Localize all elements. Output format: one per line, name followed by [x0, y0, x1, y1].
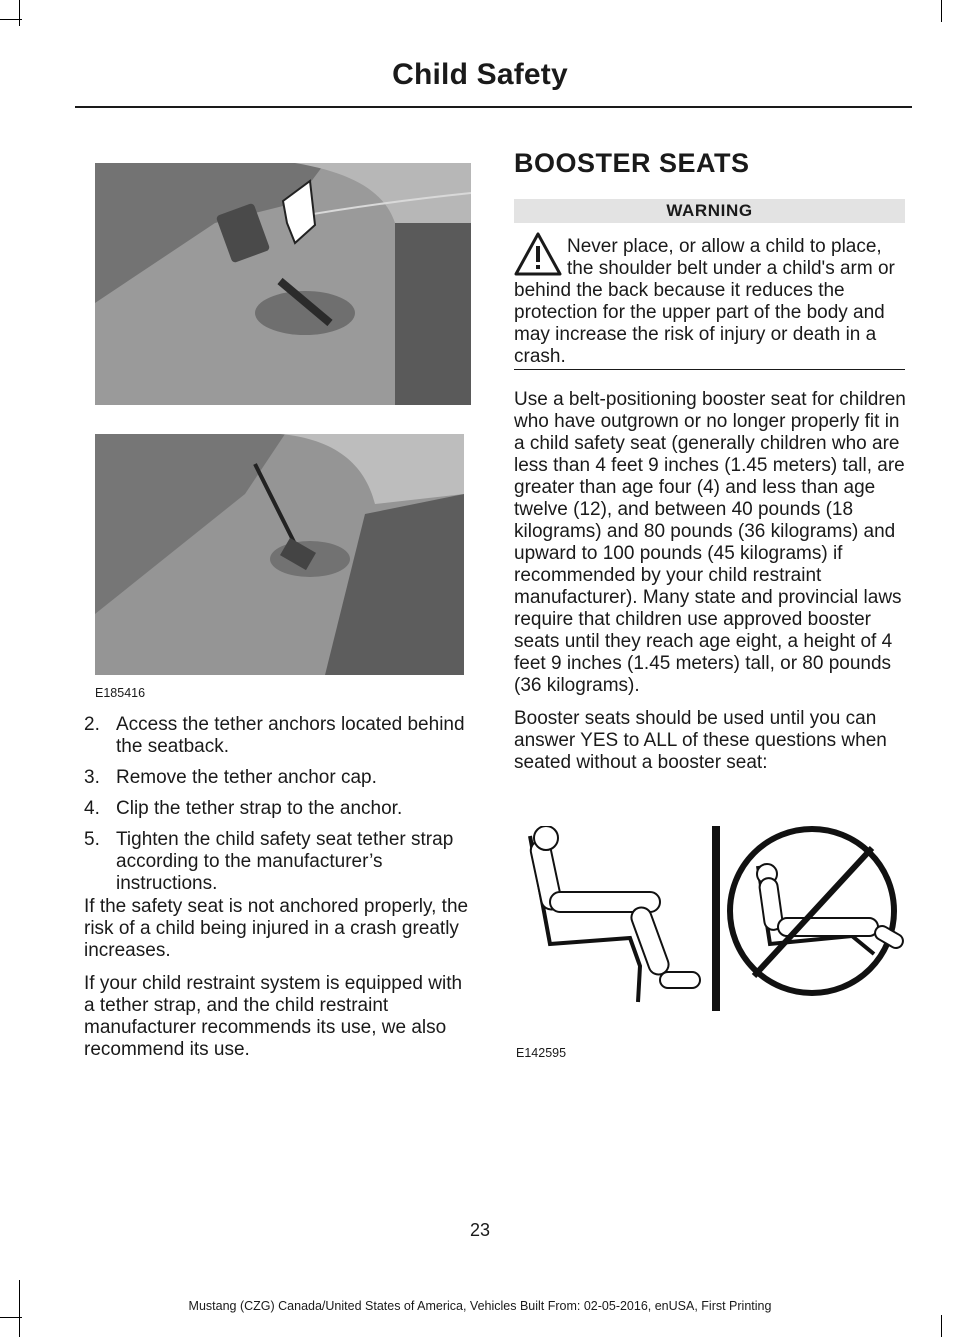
tether-steps-list [84, 714, 474, 904]
step-number: 3. [84, 767, 100, 788]
footer-info: Mustang (CZG) Canada/United States of America, Vehicles Built From: 02-05-2016, enUSA, First Printing [188, 1299, 772, 1313]
step-text: Remove the tether anchor cap. [116, 767, 377, 788]
crop-mark [19, 0, 20, 26]
header-rule [75, 106, 912, 108]
paragraph: If your child restraint system is equipped with a tether strap, and the child restraint manufacturer recommends its use, we also recommend its use. [84, 973, 463, 1060]
left-paragraphs [84, 896, 476, 1072]
seated-child-comparison-drawing [522, 826, 914, 1011]
step-text: Clip the tether strap to the anchor. [116, 798, 403, 819]
list-item [84, 798, 474, 820]
paragraph: Use a belt-positioning booster seat for children who have outgrown or no longer properly fit in a child safety seat (generally children who are less than 4 feet 9 inches (1.45 meters) tall, are greater than age four (4) and less than age twelve (12), and between 40 pounds (18 kilograms) and 80 pounds (36 kilograms) and upward to 100 pounds (45 kilograms) if recommended by your child restraint manufacturer). Many state and provincial laws require that children use approved booster seats until they reach age eight, a height of 4 feet 9 inches (1.45 meters) tall, or 80 pounds (36 kilograms). [514, 389, 906, 696]
tether-anchor-illustration-top [95, 163, 471, 405]
paragraph: Booster seats should be used until you can answer YES to ALL of these questions when seated without a booster seat: [514, 708, 887, 773]
step-number: 2. [84, 714, 100, 735]
section-title: BOOSTER SEATS [514, 148, 750, 178]
step-text: Tighten the child safety seat tether strap according to the manufacturer’s instructions. [116, 829, 454, 894]
figure-code: E142595 [516, 1046, 567, 1060]
warning-text [514, 236, 907, 368]
tether-anchor-illustration-bottom [95, 434, 464, 675]
list-item [84, 714, 474, 758]
step-number: 5. [84, 829, 100, 850]
list-item [84, 767, 474, 789]
right-paragraphs [514, 389, 907, 785]
page-title: Child Safety [392, 58, 568, 91]
crop-mark [941, 0, 942, 22]
warning-rule [514, 369, 905, 370]
step-text: Access the tether anchors located behind the seatback. [116, 714, 465, 757]
crop-mark [941, 1315, 942, 1337]
booster-posture-illustration [522, 826, 914, 1011]
seatback-anchor-drawing [95, 163, 471, 405]
crop-mark [0, 19, 22, 20]
page-number: 23 [469, 1220, 491, 1240]
crop-mark [0, 1317, 22, 1318]
tether-clip-drawing [95, 434, 464, 675]
warning-label: WARNING [514, 199, 905, 223]
figure-code: E185416 [95, 686, 146, 700]
warning-body: Never place, or allow a child to place, the shoulder belt under a child's arm or behind the back because it reduces the protection for the upper part of the body and may increase the risk of injury or death in a crash. [514, 236, 895, 367]
list-item [84, 829, 474, 895]
paragraph: If the safety seat is not anchored properly, the risk of a child being injured in a crash greatly increases. [84, 896, 469, 961]
step-number: 4. [84, 798, 100, 819]
